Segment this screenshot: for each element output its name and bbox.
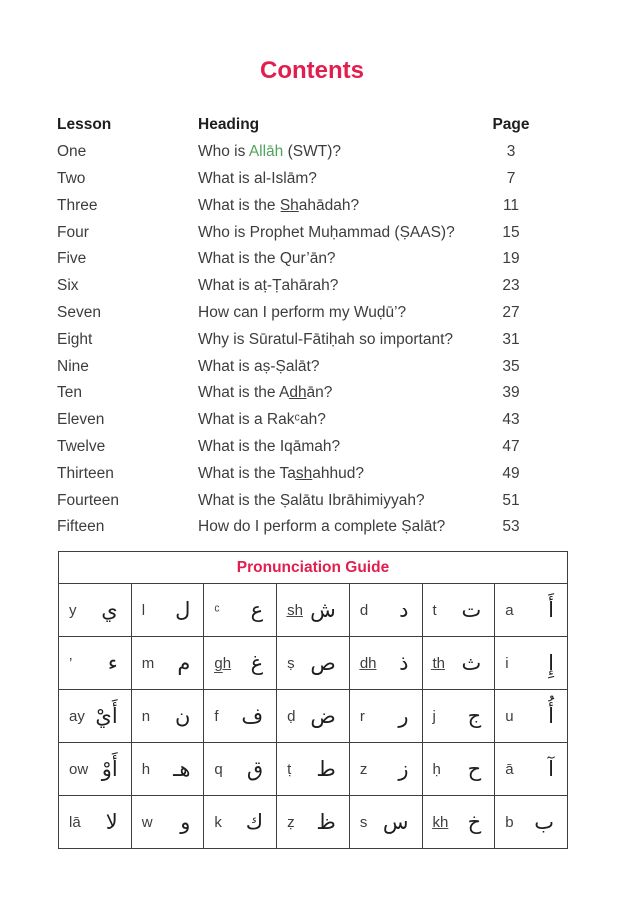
latin-letter: ow: [69, 760, 89, 778]
toc-heading-text: (SWT)?: [283, 143, 341, 161]
latin-letter: n: [141, 707, 151, 725]
arabic-letter: ر: [398, 703, 409, 728]
latin-letter: k: [214, 813, 222, 831]
pronunciation-row: [59, 743, 568, 796]
arabic-letter: ذ: [399, 650, 409, 675]
arabic-letter: ل: [175, 597, 191, 622]
toc-heading: Why is Sūratul-Fātiḥah so important?: [198, 330, 453, 348]
latin-letter: y: [69, 601, 77, 619]
pronunciation-cell: [204, 796, 277, 849]
toc-lesson: Ten: [57, 384, 82, 402]
arabic-letter: ء: [107, 650, 118, 675]
toc-lesson: Eight: [57, 330, 93, 348]
toc-heading: What is aṣ-Ṣalāt?: [198, 357, 320, 375]
toc-lesson: Five: [57, 250, 87, 268]
toc-header-page: Page: [492, 116, 530, 134]
toc-lesson: Six: [57, 277, 79, 295]
pronunciation-cell: [131, 584, 204, 637]
arabic-letter: ز: [398, 756, 409, 781]
toc-page-number: 15: [502, 223, 520, 241]
arabic-letter: ك: [245, 809, 264, 834]
latin-letter: ẓ: [287, 813, 295, 831]
latin-letter: t: [432, 601, 437, 619]
arabic-letter: ج: [467, 703, 482, 728]
pronunciation-cell: [204, 584, 277, 637]
toc-page-number: 39: [502, 384, 520, 402]
latin-letter: b: [505, 813, 514, 831]
latin-letter: d: [359, 601, 369, 619]
arabic-letter: ن: [174, 703, 191, 728]
pronunciation-cell: [422, 690, 495, 743]
arabic-letter: خ: [467, 809, 482, 834]
arabic-letter: ش: [310, 597, 336, 622]
pronunciation-cell: [131, 743, 204, 796]
pronunciation-cell: [59, 743, 132, 796]
toc-heading: Who is Prophet Muḥammad (ṢAAS)?: [198, 223, 455, 241]
toc-row: [57, 192, 533, 219]
arabic-letter: ف: [241, 703, 264, 728]
toc-row: [57, 300, 533, 327]
toc-lesson: One: [57, 143, 87, 161]
toc-page-number: 51: [502, 491, 520, 509]
arabic-letter: أَ: [548, 597, 554, 622]
arabic-letter: ث: [461, 650, 482, 675]
toc-page-number: 43: [502, 411, 520, 429]
latin-letter: t̲h̲: [432, 654, 446, 672]
toc-lesson: Nine: [57, 357, 89, 375]
arabic-letter: س: [382, 809, 409, 834]
latin-letter: u: [505, 707, 514, 725]
toc-row: [57, 353, 533, 380]
arabic-letter: هـ: [173, 756, 191, 781]
toc-page-number: 47: [502, 437, 520, 455]
pronunciation-cell: [277, 690, 350, 743]
arabic-letter: إِ: [548, 650, 554, 675]
toc-lesson: Eleven: [57, 411, 105, 429]
toc-page-number: 7: [506, 169, 516, 187]
arabic-letter: د: [399, 597, 409, 622]
pronunciation-cell: [131, 690, 204, 743]
toc-heading: [198, 143, 489, 161]
latin-letter: d̲h̲: [359, 654, 377, 672]
toc-row: [57, 246, 533, 273]
toc-lesson: Two: [57, 169, 86, 187]
pronunciation-row: [59, 584, 568, 637]
toc-heading: What is aṭ-Ṭahārah?: [198, 277, 339, 295]
latin-letter: s̲h̲: [287, 601, 303, 619]
toc-row: [57, 139, 533, 166]
pronunciation-cell: [59, 637, 132, 690]
toc-header-heading: Heading: [198, 116, 260, 134]
pronunciation-header-row: [59, 552, 568, 584]
pronunciation-title: Pronunciation Guide: [59, 552, 568, 584]
pronunciation-cell: [59, 584, 132, 637]
pronunciation-cell: [349, 796, 422, 849]
latin-letter: ay: [69, 707, 85, 725]
pronunciation-row: [59, 690, 568, 743]
pronunciation-cell: [495, 690, 568, 743]
pronunciation-row: [59, 637, 568, 690]
pronunciation-cell: [422, 796, 495, 849]
arabic-letter: و: [180, 809, 191, 834]
latin-letter: ḍ: [287, 707, 296, 725]
latin-letter: ’: [69, 654, 73, 672]
arabic-letter: أُ: [548, 703, 554, 728]
toc-heading: What is the Iqāmah?: [198, 437, 341, 455]
pronunciation-cell: [349, 584, 422, 637]
arabic-letter: ب: [534, 809, 554, 834]
arabic-letter: ت: [461, 597, 482, 622]
toc-heading-text: Who is: [198, 143, 249, 161]
toc-heading: What is a Rakᶜah?: [198, 411, 326, 429]
pronunciation-cell: [59, 690, 132, 743]
allah-highlight: Allāh: [248, 143, 284, 161]
toc-row: [57, 460, 533, 487]
toc-page-number: 19: [502, 250, 520, 268]
arabic-letter: م: [177, 650, 191, 675]
pronunciation-cell: [349, 690, 422, 743]
table-of-contents: [57, 112, 533, 541]
toc-heading: What is the Tas̲h̲ahhud?: [198, 464, 365, 482]
toc-page-number: 27: [502, 303, 520, 321]
toc-lesson: Three: [57, 196, 98, 214]
pronunciation-cell: [204, 637, 277, 690]
latin-letter: m: [141, 654, 155, 672]
toc-row: [57, 219, 533, 246]
latin-letter: g̲h̲: [214, 654, 232, 672]
arabic-letter: ح: [467, 756, 482, 781]
toc-header-row: [57, 112, 533, 139]
toc-row: [57, 407, 533, 434]
toc-page-number: 23: [502, 277, 520, 295]
pronunciation-cell: [495, 584, 568, 637]
arabic-letter: ص: [310, 650, 336, 675]
latin-letter: i: [505, 654, 509, 672]
toc-heading: What is the Ṣalātu Ibrāhimiyyah?: [198, 491, 425, 509]
toc-lesson: Four: [57, 223, 89, 241]
toc-row: [57, 326, 533, 353]
toc-lesson: Thirteen: [57, 464, 114, 482]
latin-letter: h: [141, 760, 151, 778]
latin-letter: r: [359, 707, 365, 725]
pronunciation-cell: [349, 743, 422, 796]
pronunciation-cell: [422, 637, 495, 690]
arabic-letter: آ: [548, 756, 554, 781]
arabic-letter: أَوْ: [101, 756, 118, 781]
toc-page-number: 49: [502, 464, 520, 482]
latin-letter: f: [214, 707, 219, 725]
toc-heading: What is the Ad̲h̲ān?: [198, 384, 333, 402]
pronunciation-row: [59, 796, 568, 849]
latin-letter: ṣ: [287, 654, 295, 672]
toc-page-number: 31: [502, 330, 520, 348]
toc-page-number: 11: [502, 196, 520, 214]
latin-letter: q: [214, 760, 223, 778]
toc-heading: What is the Qur’ān?: [198, 250, 336, 268]
toc-page-number: 35: [502, 357, 520, 375]
arabic-letter: ظ: [316, 809, 336, 834]
arabic-letter: غ: [250, 650, 264, 675]
toc-page-number: 53: [502, 518, 520, 536]
arabic-letter: أَيْ: [95, 703, 118, 728]
latin-letter: ḥ: [432, 760, 441, 778]
pronunciation-cell: [422, 743, 495, 796]
pronunciation-cell: [131, 796, 204, 849]
pronunciation-cell: [131, 637, 204, 690]
arabic-letter: ي: [101, 597, 118, 622]
arabic-letter: لا: [105, 809, 118, 834]
toc-row: [57, 380, 533, 407]
toc-row: [57, 273, 533, 300]
pronunciation-cell: [277, 796, 350, 849]
toc-header-lesson: Lesson: [57, 116, 112, 134]
latin-letter: j: [432, 707, 436, 725]
pronunciation-cell: [495, 637, 568, 690]
latin-letter: ṭ: [287, 760, 292, 778]
latin-letter: ᶜ: [214, 601, 220, 619]
latin-letter: k̲h̲: [432, 813, 449, 831]
toc-heading: What is al-Islām?: [198, 169, 317, 187]
toc-lesson: Fifteen: [57, 518, 105, 536]
page-title: Contents: [260, 57, 364, 84]
pronunciation-cell: [422, 584, 495, 637]
toc-heading: What is the S̲h̲ahādah?: [198, 196, 360, 214]
pronunciation-cell: [59, 796, 132, 849]
pronunciation-cell: [495, 796, 568, 849]
toc-row: [57, 487, 533, 514]
latin-letter: z: [359, 760, 368, 778]
pronunciation-cell: [277, 637, 350, 690]
latin-letter: l: [141, 601, 146, 619]
toc-row: [57, 514, 533, 541]
pronunciation-cell: [349, 637, 422, 690]
toc-lesson: Seven: [57, 303, 101, 321]
toc-row: [57, 434, 533, 461]
arabic-letter: ض: [310, 703, 336, 728]
toc-heading: How can I perform my Wuḍū’?: [198, 303, 407, 321]
toc-row: [57, 166, 533, 193]
toc-page-number: 3: [506, 143, 516, 161]
toc-heading: How do I perform a complete Ṣalāt?: [198, 518, 446, 536]
latin-letter: lā: [69, 813, 81, 831]
arabic-letter: ق: [246, 756, 264, 781]
latin-letter: ā: [505, 760, 514, 778]
arabic-letter: ع: [250, 597, 264, 622]
pronunciation-cell: [495, 743, 568, 796]
pronunciation-cell: [204, 743, 277, 796]
pronunciation-cell: [204, 690, 277, 743]
latin-letter: w: [141, 813, 153, 831]
latin-letter: a: [505, 601, 514, 619]
pronunciation-cell: [277, 743, 350, 796]
pronunciation-cell: [277, 584, 350, 637]
pronunciation-table: [58, 551, 568, 849]
toc-lesson: Fourteen: [57, 491, 120, 509]
arabic-letter: ط: [316, 756, 336, 781]
latin-letter: s: [359, 813, 368, 831]
toc-lesson: Twelve: [57, 437, 106, 455]
